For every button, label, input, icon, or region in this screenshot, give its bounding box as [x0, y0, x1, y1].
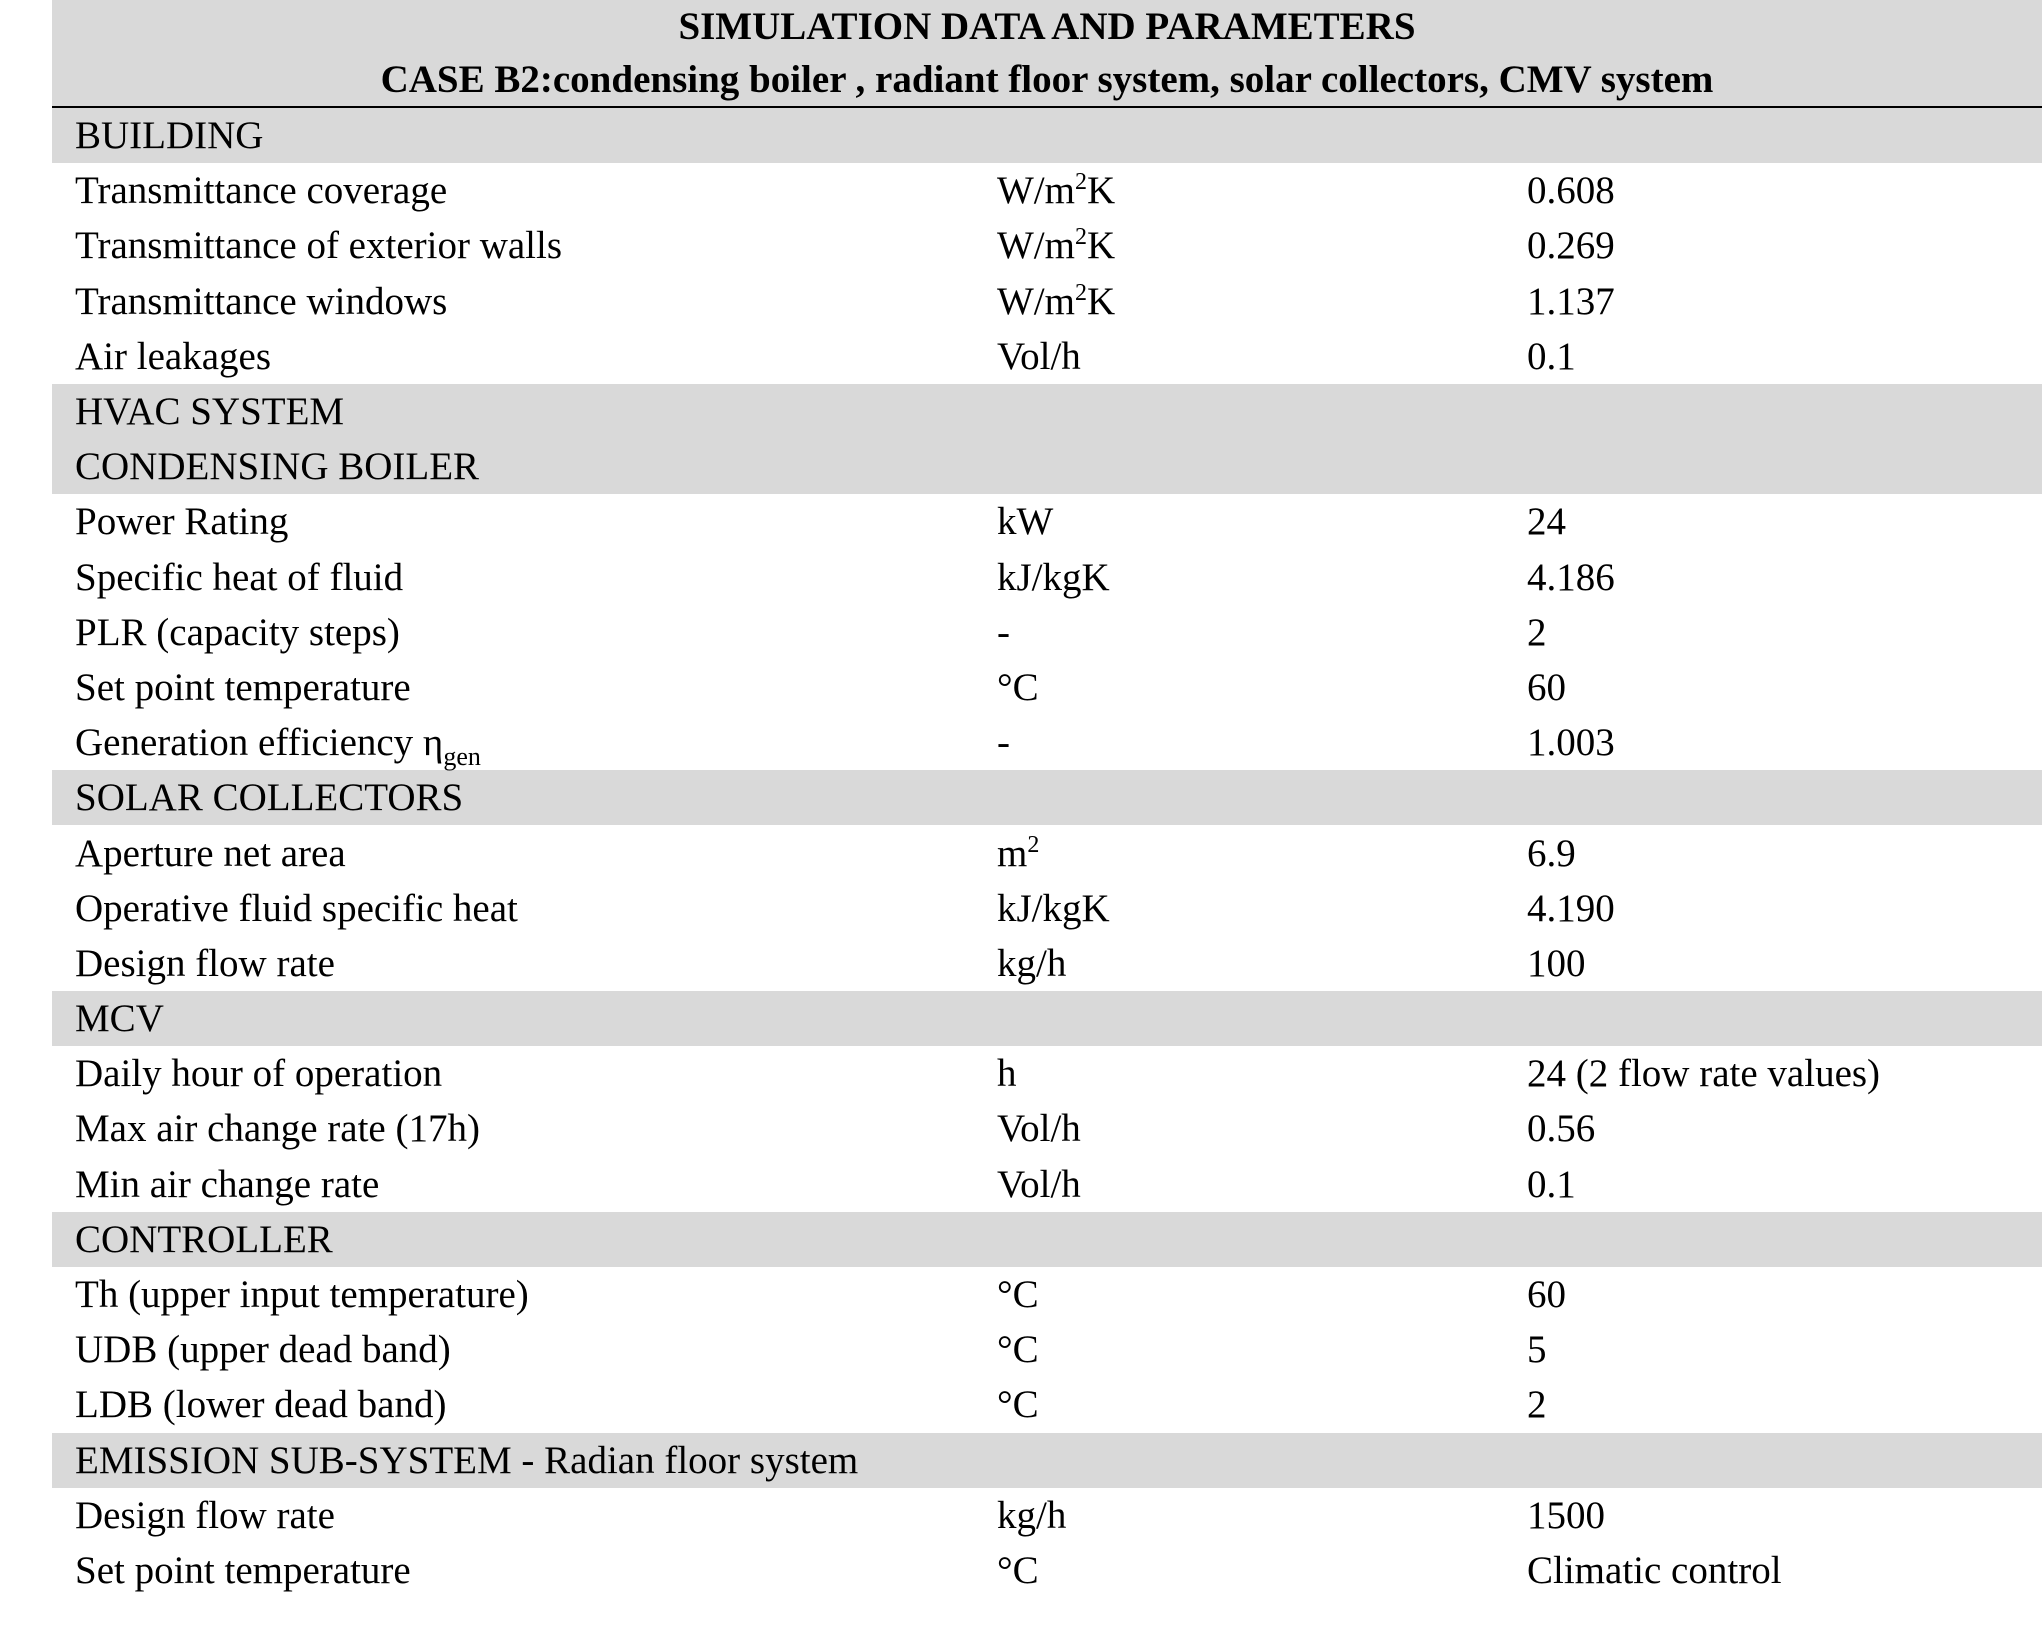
table-row	[52, 1322, 2042, 1377]
unit-suffix: K	[1086, 169, 1116, 213]
value-cell: 24	[1527, 500, 1566, 544]
parameter-cell	[52, 1106, 997, 1151]
parameter-cell	[52, 223, 997, 268]
parameter-name: Daily hour of operation	[75, 1052, 443, 1096]
table-row	[52, 1488, 2042, 1543]
parameter-name: Generation efficiency η	[75, 721, 444, 765]
parameter-name: Design flow rate	[75, 1493, 335, 1537]
parameter-name: Set point temperature	[75, 665, 411, 709]
parameter-name: Operative fluid specific heat	[75, 886, 518, 930]
value-cell: 6.9	[1527, 831, 1576, 875]
table-row	[52, 494, 2042, 549]
table-row	[52, 329, 2042, 384]
table-row	[52, 605, 2042, 660]
table-subtitle: CASE B2:condensing boiler , radiant floor system, solar collectors, CMV system	[380, 58, 1714, 101]
unit-cell	[997, 1327, 1527, 1372]
value-cell: 1.003	[1527, 721, 1615, 765]
parameter-name: Specific heat of fluid	[75, 555, 404, 599]
table-body	[52, 108, 2042, 1598]
unit-cell	[997, 1051, 1527, 1096]
parameter-cell	[52, 665, 997, 710]
value-cell: 0.1	[1527, 1162, 1576, 1206]
unit-superscript: 2	[1074, 169, 1087, 196]
unit-suffix: K	[1086, 279, 1116, 323]
parameter-name: Design flow rate	[75, 941, 335, 985]
section-label: MCV	[75, 997, 164, 1041]
section-label: BUILDING	[75, 114, 264, 158]
parameter-name: LDB (lower dead band)	[75, 1383, 447, 1427]
table-row	[52, 660, 2042, 715]
unit-cell	[997, 1162, 1527, 1207]
unit-cell	[997, 610, 1527, 655]
unit-text: Vol/h	[997, 334, 1081, 378]
value-cell: 0.608	[1527, 169, 1615, 213]
unit-text: °C	[997, 1383, 1039, 1427]
unit-cell	[997, 1493, 1527, 1538]
unit-text: -	[997, 610, 1010, 654]
parameter-name: PLR (capacity steps)	[75, 610, 400, 654]
unit-text: h	[997, 1052, 1017, 1096]
unit-cell	[997, 1548, 1527, 1593]
unit-text: kW	[997, 500, 1054, 544]
unit-cell	[997, 941, 1527, 986]
unit-text: Vol/h	[997, 1162, 1081, 1206]
parameter-cell	[52, 279, 997, 324]
parameter-name: UDB (upper dead band)	[75, 1328, 451, 1372]
parameter-cell	[52, 831, 997, 876]
unit-text: kJ/kgK	[997, 555, 1110, 599]
section-header-row	[52, 770, 2042, 825]
unit-cell	[997, 279, 1527, 324]
unit-text: W/m	[997, 224, 1075, 268]
parameter-cell	[52, 610, 997, 655]
table-title: SIMULATION DATA AND PARAMETERS	[678, 5, 1416, 48]
unit-cell	[997, 334, 1527, 379]
table-row	[52, 1377, 2042, 1432]
parameter-name: Power Rating	[75, 500, 289, 544]
parameter-name: Transmittance windows	[75, 279, 448, 323]
parameter-cell	[52, 1051, 997, 1096]
parameter-cell	[52, 168, 997, 213]
unit-text: -	[997, 721, 1010, 765]
unit-text: W/m	[997, 169, 1075, 213]
value-cell: Climatic control	[1527, 1548, 1782, 1592]
value-cell: 0.1	[1527, 334, 1576, 378]
value-cell: 60	[1527, 1273, 1566, 1317]
unit-text: kg/h	[997, 1493, 1067, 1537]
parameter-cell	[52, 1162, 997, 1207]
section-label: SOLAR COLLECTORS	[75, 776, 464, 820]
parameter-name: Set point temperature	[75, 1548, 411, 1592]
value-cell: 4.186	[1527, 555, 1615, 599]
parameter-cell	[52, 941, 997, 986]
parameter-cell	[52, 334, 997, 379]
unit-superscript: 2	[1074, 224, 1087, 251]
parameter-cell	[52, 720, 997, 772]
unit-text: kg/h	[997, 941, 1067, 985]
unit-text: Vol/h	[997, 1107, 1081, 1151]
parameter-name: Air leakages	[75, 334, 271, 378]
unit-text: °C	[997, 1328, 1039, 1372]
section-header-row	[52, 1212, 2042, 1267]
section-header-row	[52, 1433, 2042, 1488]
simulation-parameters-table	[52, 0, 2042, 1598]
unit-cell	[997, 1272, 1527, 1317]
parameter-name: Th (upper input temperature)	[75, 1273, 529, 1317]
value-cell: 4.190	[1527, 886, 1615, 930]
unit-cell	[997, 555, 1527, 600]
table-row	[52, 218, 2042, 273]
unit-cell	[997, 1382, 1527, 1427]
unit-cell	[997, 1106, 1527, 1151]
table-row	[52, 825, 2042, 880]
unit-text: °C	[997, 665, 1039, 709]
parameter-subscript: gen	[443, 742, 481, 772]
parameter-name: Transmittance coverage	[75, 169, 448, 213]
parameter-name: Transmittance of exterior walls	[75, 224, 563, 268]
parameter-cell	[52, 555, 997, 600]
unit-text: °C	[997, 1548, 1039, 1592]
parameter-cell	[52, 1327, 997, 1372]
unit-cell	[997, 720, 1527, 765]
section-label: CONDENSING BOILER	[75, 445, 480, 489]
value-cell: 2	[1527, 610, 1547, 654]
table-title-block	[52, 0, 2042, 108]
value-cell: 100	[1527, 941, 1586, 985]
unit-cell	[997, 886, 1527, 931]
unit-superscript: 2	[1074, 279, 1087, 306]
value-cell: 5	[1527, 1328, 1547, 1372]
section-header-row	[52, 384, 2042, 439]
unit-text: kJ/kgK	[997, 886, 1110, 930]
unit-suffix: K	[1086, 224, 1116, 268]
table-row	[52, 550, 2042, 605]
parameter-cell	[52, 1272, 997, 1317]
unit-cell	[997, 831, 1527, 876]
unit-cell	[997, 168, 1527, 213]
table-row	[52, 881, 2042, 936]
section-label: CONTROLLER	[75, 1217, 333, 1261]
table-row	[52, 1543, 2042, 1598]
value-cell: 2	[1527, 1383, 1547, 1427]
value-cell: 0.269	[1527, 224, 1615, 268]
value-cell: 1.137	[1527, 279, 1615, 323]
parameter-cell	[52, 1548, 997, 1593]
parameter-cell	[52, 1493, 997, 1538]
section-header-row	[52, 991, 2042, 1046]
parameter-name: Min air change rate	[75, 1162, 380, 1206]
parameter-cell	[52, 1382, 997, 1427]
value-cell: 24 (2 flow rate values)	[1527, 1052, 1881, 1096]
unit-text: W/m	[997, 279, 1075, 323]
table-row	[52, 715, 2042, 770]
table-row	[52, 274, 2042, 329]
parameter-cell	[52, 886, 997, 931]
unit-text: °C	[997, 1273, 1039, 1317]
unit-cell	[997, 665, 1527, 710]
value-cell: 0.56	[1527, 1107, 1596, 1151]
unit-superscript: 2	[1027, 831, 1040, 858]
section-label: HVAC SYSTEM	[75, 390, 345, 434]
value-cell: 60	[1527, 665, 1566, 709]
parameter-cell	[52, 499, 997, 544]
table-row	[52, 1267, 2042, 1322]
unit-cell	[997, 223, 1527, 268]
parameter-name: Max air change rate (17h)	[75, 1107, 480, 1151]
unit-text: m	[997, 831, 1028, 875]
table-row	[52, 163, 2042, 218]
table-row	[52, 1101, 2042, 1156]
value-cell: 1500	[1527, 1493, 1605, 1537]
table-row	[52, 1046, 2042, 1101]
table-row	[52, 936, 2042, 991]
section-label: EMISSION SUB-SYSTEM - Radian floor system	[75, 1438, 859, 1482]
section-header-row	[52, 439, 2042, 494]
unit-cell	[997, 499, 1527, 544]
section-header-row	[52, 108, 2042, 163]
parameter-name: Aperture net area	[75, 831, 346, 875]
table-row	[52, 1157, 2042, 1212]
